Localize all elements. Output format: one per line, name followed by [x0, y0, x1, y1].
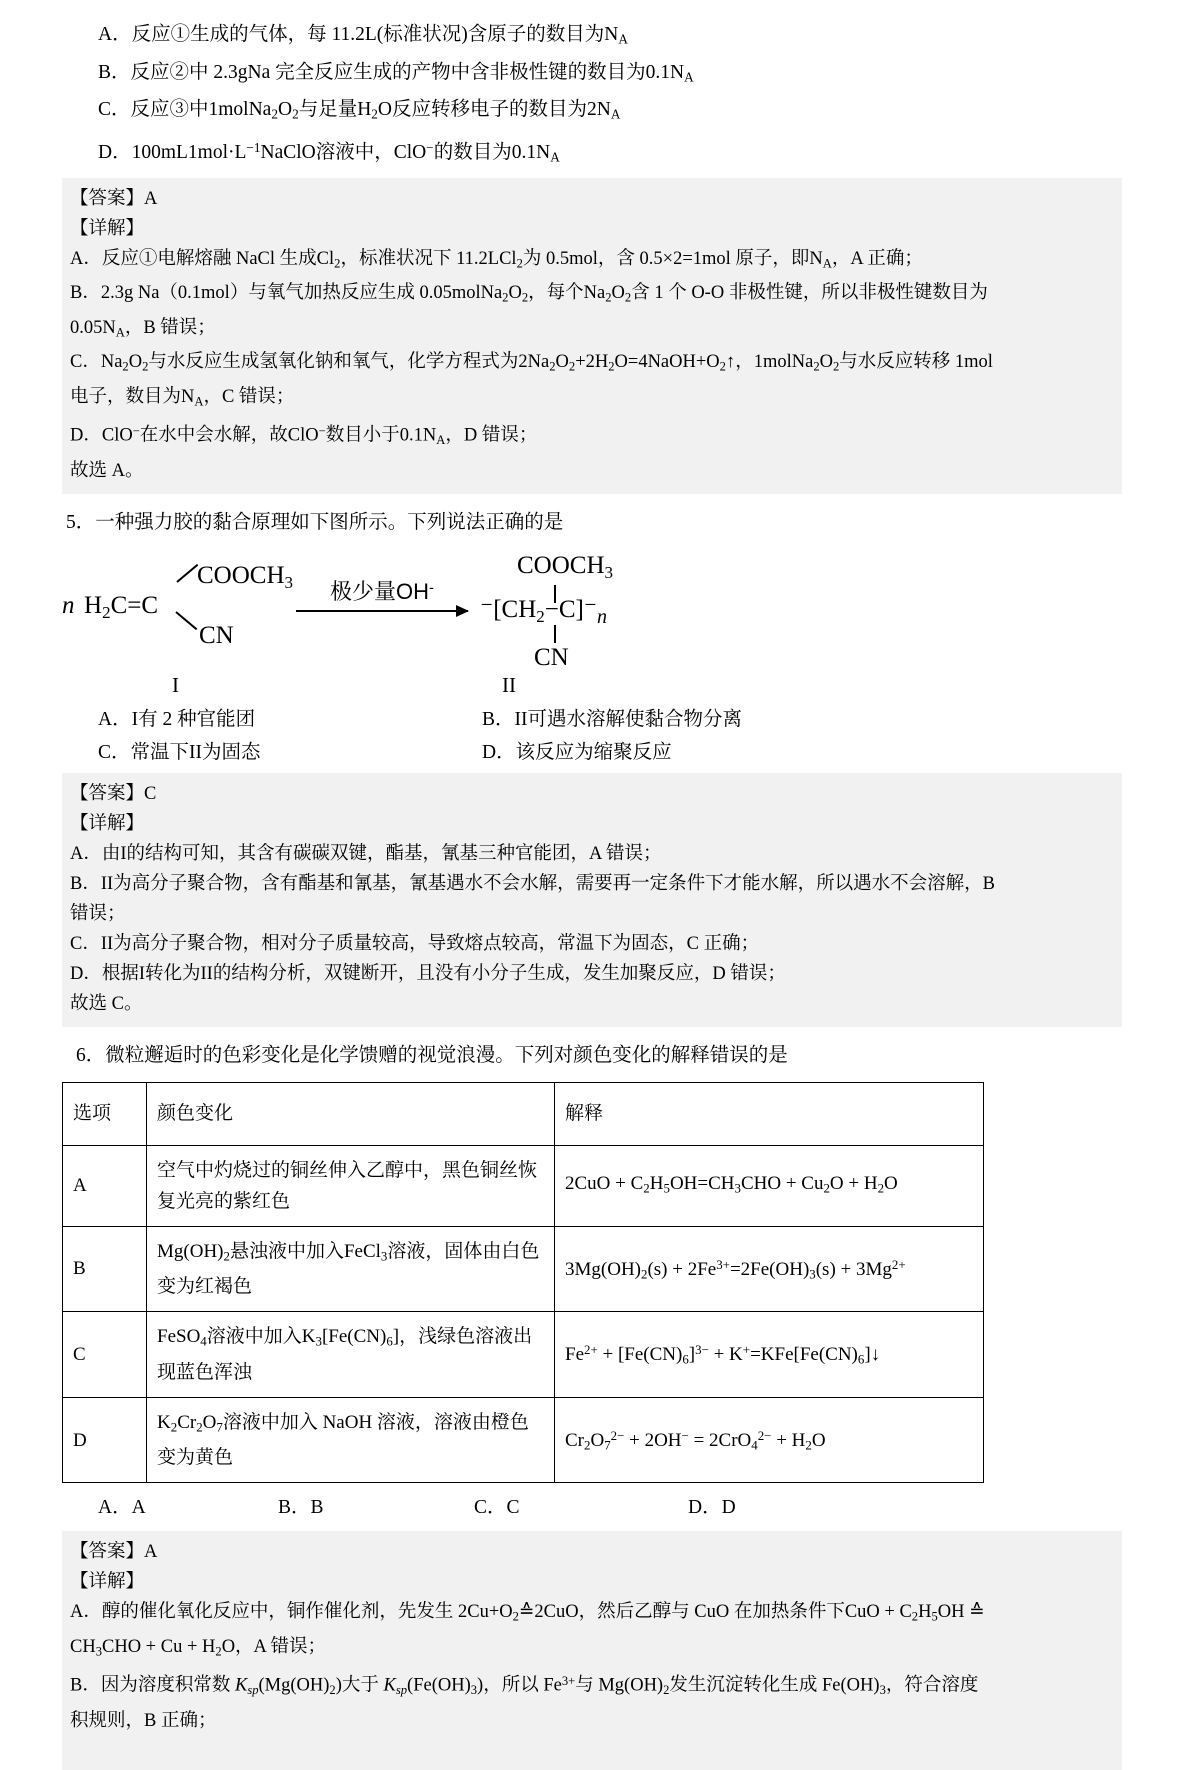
option-a: A．I有 2 种官能团: [98, 708, 256, 730]
option-d: D．该反应为缩聚反应: [482, 741, 672, 763]
option-a: A．反应①生成的气体，每 11.2L(标准状况)含原子的数目为$N_A$: [98, 24, 628, 47]
row-explanation: $Fe^{2+} + [Fe(CN)_6]^{3-}$ + $K^+=KFe[Fe(CN)_6]↓$: [555, 1312, 984, 1398]
explanation-line: 电子，数目为$N_A$，C 错误；: [70, 386, 295, 409]
question-6-answer-block: [62, 1531, 1122, 1769]
row-explanation: $3Mg(OH)_2(s) + 2Fe^{3+}=2Fe(OH)_3(s) + 3Mg^{2+}$: [555, 1226, 984, 1312]
answer-label-6: 【答案】A: [70, 1542, 158, 1563]
explanation-line: D．ClO−在水中会水解，故ClO−数目小于$0.1N_A$，D 错误；: [70, 424, 538, 448]
option-b: B．反应②中 2.3gNa 完全反应生成的产物中含非极性键的数目为$0.1N_A$: [98, 61, 694, 85]
option-c: C．反应③中$1molNa_2O_2$与足量$H_2O$反应转移电子的数目为$2N_A$: [98, 99, 621, 123]
question-4-options: [62, 18, 1122, 174]
option-row: [62, 736, 1122, 769]
explanation-line: 错误；: [70, 903, 126, 924]
row-option: C: [63, 1312, 147, 1398]
structure-label-II: II: [502, 672, 516, 697]
row-color-change: $K_2Cr_2O_7$溶液中加入 NaOH 溶液，溶液由橙色变为黄色: [147, 1397, 555, 1483]
option-b: B．II可遇水溶解使黏合物分离: [482, 708, 742, 730]
polymer-lower-bond: [554, 625, 556, 643]
row-option: B: [63, 1226, 147, 1312]
row-option: A: [63, 1145, 147, 1226]
reaction-arrow: [296, 610, 468, 612]
detail-label-6: 【详解】: [70, 1572, 145, 1593]
option-row: [62, 703, 1122, 736]
explanation-line: 故选 C。: [70, 993, 143, 1014]
explanation-line: C．II为高分子聚合物，相对分子质量较高，导致熔点较高，常温下为固态，C 正确；: [70, 933, 760, 954]
option-c: C．常温下II为固态: [98, 741, 261, 763]
detail-label-4: 【详解】: [70, 218, 145, 239]
question-5-answer-block: [62, 773, 1122, 1027]
explanation-line: D．根据I转化为II的结构分析，双键断开，且没有小分子生成，发生加聚反应，D 错误；: [70, 963, 786, 984]
explanation-line: $0.05N_A$，B 错误；: [70, 317, 216, 340]
table-row: [63, 1312, 984, 1398]
row-explanation: $2CuO + C_2H_5OH=CH_3CHO + Cu_2O + H_2O$: [555, 1145, 984, 1226]
option-d: D．$100mL1mol\cdot L^{-1}NaClO$溶液中，ClO−的数目为$0.1N_A$: [98, 140, 560, 165]
header-color-change: 颜色变化: [147, 1082, 555, 1145]
header-option: 选项: [63, 1082, 147, 1145]
question-5-stem: 5．一种强力胶的黏合原理如下图所示。下列说法正确的是: [66, 511, 564, 533]
monomer-upper-bond: [176, 563, 198, 582]
page-content: [62, 18, 1122, 1770]
question-6-choice-row: [62, 1491, 1122, 1527]
reaction-condition-label: 极少量OH-: [330, 578, 434, 604]
explanation-line: 故选 A。: [70, 460, 144, 481]
answer-label-4: 【答案】A: [70, 188, 158, 209]
explanation-line: $CH_3CHO + Cu + H_2O$，A 错误；: [70, 1636, 327, 1659]
monomer-ester-group: $COOCH_3$: [197, 561, 294, 592]
choice-a: A．A: [98, 1497, 146, 1519]
monomer-core: $H_2C=C$: [84, 591, 159, 622]
table-header-row: [63, 1082, 984, 1145]
structure-label-I: I: [172, 672, 179, 697]
monomer-coefficient-n: n: [62, 591, 75, 619]
choice-b: B．B: [278, 1497, 324, 1519]
table-row: [63, 1226, 984, 1312]
question-5-options: [62, 703, 1122, 769]
header-explanation: 解释: [555, 1082, 984, 1145]
polymer-repeat-unit: $^-[CH_2-C]^-_n$: [480, 595, 608, 628]
question-6-stem: 6．微粒邂逅时的色彩变化是化学馈赠的视觉浪漫。下列对颜色变化的解释错误的是: [76, 1044, 788, 1066]
answer-label-5: 【答案】C: [70, 783, 157, 804]
question-5-reaction-scheme: [62, 545, 1122, 703]
choice-d: D．D: [688, 1497, 736, 1519]
row-color-change: 空气中灼烧过的铜丝伸入乙醇中，黑色铜丝恢复光亮的紫红色: [147, 1145, 555, 1226]
explanation-line: B．2.3g Na（0.1mol）与氧气加热反应生成 $0.05molNa_2O_2$，每个$Na_2O_2$含 1 个 O-O 非极性键，所以非极性键数目为: [70, 283, 988, 305]
explanation-line: B．因为溶度积常数 $K_{sp}(Mg(OH)_2)$大于 $K_{sp}(Fe(OH)_3)$，所以 $Fe^{3+}$与 $Mg(OH)_2$发生沉淀转化生成 $Fe(OH)_3$，符合溶度: [70, 1674, 979, 1698]
table-row: [63, 1145, 984, 1226]
detail-label-5: 【详解】: [70, 813, 145, 834]
explanation-line: A．反应①电解熔融 NaCl 生成$Cl_2$，标准状况下 11.2LCl$_2$为 0.5mol，含 0.5×2=1mol 原子，即$N_A$，A 正确；: [70, 248, 923, 271]
row-explanation: $Cr_2O_7^{2-} + 2OH^- = 2CrO_4^{2-} + H_2O$: [555, 1397, 984, 1483]
explanation-line: B．II为高分子聚合物，含有酯基和氰基，氰基遇水不会水解，需要再一定条件下才能水解，所以遇水不会溶解，B: [70, 873, 996, 894]
explanation-line: A．由I的结构可知，其含有碳碳双键，酯基，氰基三种官能团，A 错误；: [70, 843, 662, 864]
polymer-nitrile-group: CN: [534, 643, 569, 671]
monomer-nitrile-group: CN: [199, 621, 234, 649]
choice-c: C．C: [474, 1497, 520, 1519]
row-option: D: [63, 1397, 147, 1483]
monomer-lower-bond: [175, 611, 197, 630]
explanation-line: C．$Na_2O_2$与水反应生成氢氧化钠和氧气，化学方程式为$2Na_2O_2+2H_2O=4NaOH+O_2↑$，$1molNa_2O_2$与水反应转移 1mol: [70, 352, 993, 374]
explanation-line: 积规则，B 正确；: [70, 1710, 217, 1731]
question-4-answer-block: [62, 178, 1122, 494]
color-change-table: [62, 1082, 984, 1484]
reaction-arrow-group: [292, 575, 472, 612]
row-color-change: $Mg(OH)_2$悬浊液中加入FeCl$_3$溶液，固体由白色变为红褐色: [147, 1226, 555, 1312]
explanation-line: A．醇的催化氧化反应中，铜作催化剂，先发生 $2Cu+O_2≙2CuO$，然后乙醇与 CuO 在加热条件下CuO + $C_2H_5OH$ ≙: [70, 1602, 985, 1624]
row-color-change: FeSO$_4$溶液中加入$K_3[Fe(CN)_6]$，浅绿色溶液出现蓝色浑浊: [147, 1312, 555, 1398]
table-row: [63, 1397, 984, 1483]
polymer-ester-group: $COOCH_3$: [517, 551, 614, 582]
